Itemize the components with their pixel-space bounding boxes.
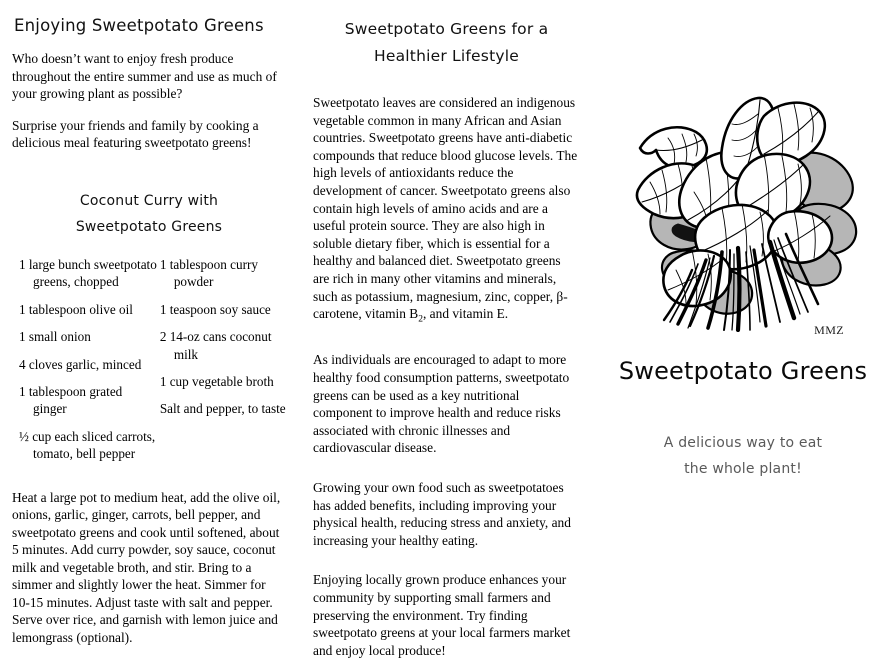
recipe-title	[12, 188, 286, 240]
middle-panel-heading-line-1: Sweetpotato Greens for a	[344, 20, 549, 38]
ingredient-item: 4 cloves garlic, minced	[19, 356, 142, 372]
middle-panel-heading-line-2: Healthier Lifestyle	[374, 47, 519, 65]
sweetpotato-greens-plant-icon	[618, 92, 868, 332]
ingredient-item: 1 cup vegetable broth	[159, 374, 274, 389]
middle-panel-paragraph-3: Growing your own food such as sweetpotatoes has added benefits, including improving your physical health, reducing stress and anxiety, and increasing your healthy eating.	[313, 479, 571, 548]
illustration-container	[614, 92, 872, 337]
ingredient-item: 1 small onion	[19, 329, 91, 345]
recipe-title-line-1: Coconut Curry with	[79, 192, 219, 209]
ingredient-item: 1 tablespoon grated ginger	[19, 384, 123, 417]
ingredient-column-right	[158, 256, 286, 473]
middle-panel-paragraph-1	[313, 94, 580, 329]
ingredient-item: 2 14-oz cans coconut milk	[159, 329, 272, 362]
left-panel-paragraph-1: Who doesn’t want to enjoy fresh produce throughout the entire summer and use as much of your growing plant as possible?	[12, 51, 277, 102]
recipe-instructions: Heat a large pot to medium heat, add the olive oil, onions, garlic, ginger, carrots, bell pepper, and sweetpotato greens and cook until softened, about 5 minutes. Add curry powder, soy sauce, coconut milk and vegetable broth, and stir. Bring to a simmer and slightly lower the heat. Simmer for 10-15 minutes. Adjust taste with salt and pepper. Serve over rice, and garnish with lemon juice and lemongrass (optional).	[12, 489, 281, 645]
middle-panel-paragraph-1-subscript: 2	[418, 314, 423, 325]
ingredient-column-left	[12, 256, 158, 473]
ingredient-item: ½ cup each sliced carrots, tomato, bell pepper	[19, 428, 156, 462]
cover-tagline	[614, 430, 872, 482]
ingredient-item: 1 teaspoon soy sauce	[159, 301, 271, 317]
ingredient-item: 1 tablespoon olive oil	[19, 301, 133, 317]
ingredient-item: Salt and pepper, to taste	[159, 401, 286, 417]
brochure-panel-middle	[300, 0, 600, 658]
middle-panel-paragraph-4: Enjoying locally grown produce enhances your community by supporting small farmers and preserving the environment. Try finding sweetpotato greens at your local farmers market and enjoy local produce!	[313, 572, 571, 658]
left-panel-paragraph-2: Surprise your friends and family by cooking a delicious meal featuring sweetpotato greens!	[12, 117, 259, 151]
ingredient-item: 1 large bunch sweetpotato greens, chopped	[19, 256, 157, 290]
middle-panel-paragraph-1-part-1: Sweetpotato leaves are considered an indigenous vegetable common in many African and Asian countries. Sweetpotato greens have anti-diabetic compounds that reduce blood glucose levels. The high levels of antioxidants reduce the development of cancer. Sweetpotato greens also contain high levels of amino acids and are a useful protein source. They are also high in soluble dietary fiber, which is essential for a healthy and balanced diet. Sweetpotato greens are rich in many other vitamins and minerals, such as potassium, magnesium, zinc, copper, β-carotene, vitamin B	[313, 95, 578, 322]
recipe-title-line-2: Sweetpotato Greens	[75, 218, 223, 235]
middle-panel-paragraph-2: As individuals are encouraged to adapt to more healthy food consumption patterns, sweetpotato greens can be used as a key nutritional component to improve health and reduce risks associated with chronic illnesses and cardiovascular disease.	[313, 352, 570, 456]
cover-tagline-line-1: A delicious way to eat	[663, 435, 823, 451]
artist-signature: MMZ	[814, 323, 844, 337]
middle-panel-heading	[313, 16, 580, 70]
left-panel-heading: Enjoying Sweetpotato Greens	[14, 16, 264, 35]
brochure-panel-left	[0, 0, 300, 645]
cover-tagline-line-2: the whole plant!	[684, 461, 802, 477]
ingredient-item: 1 tablespoon curry powder	[159, 256, 258, 290]
cover-title: Sweetpotato Greens	[618, 357, 868, 385]
brochure-panel-right	[600, 0, 886, 633]
ingredient-list	[12, 256, 286, 473]
middle-panel-paragraph-1-part-2: , and vitamin E.	[422, 306, 509, 322]
